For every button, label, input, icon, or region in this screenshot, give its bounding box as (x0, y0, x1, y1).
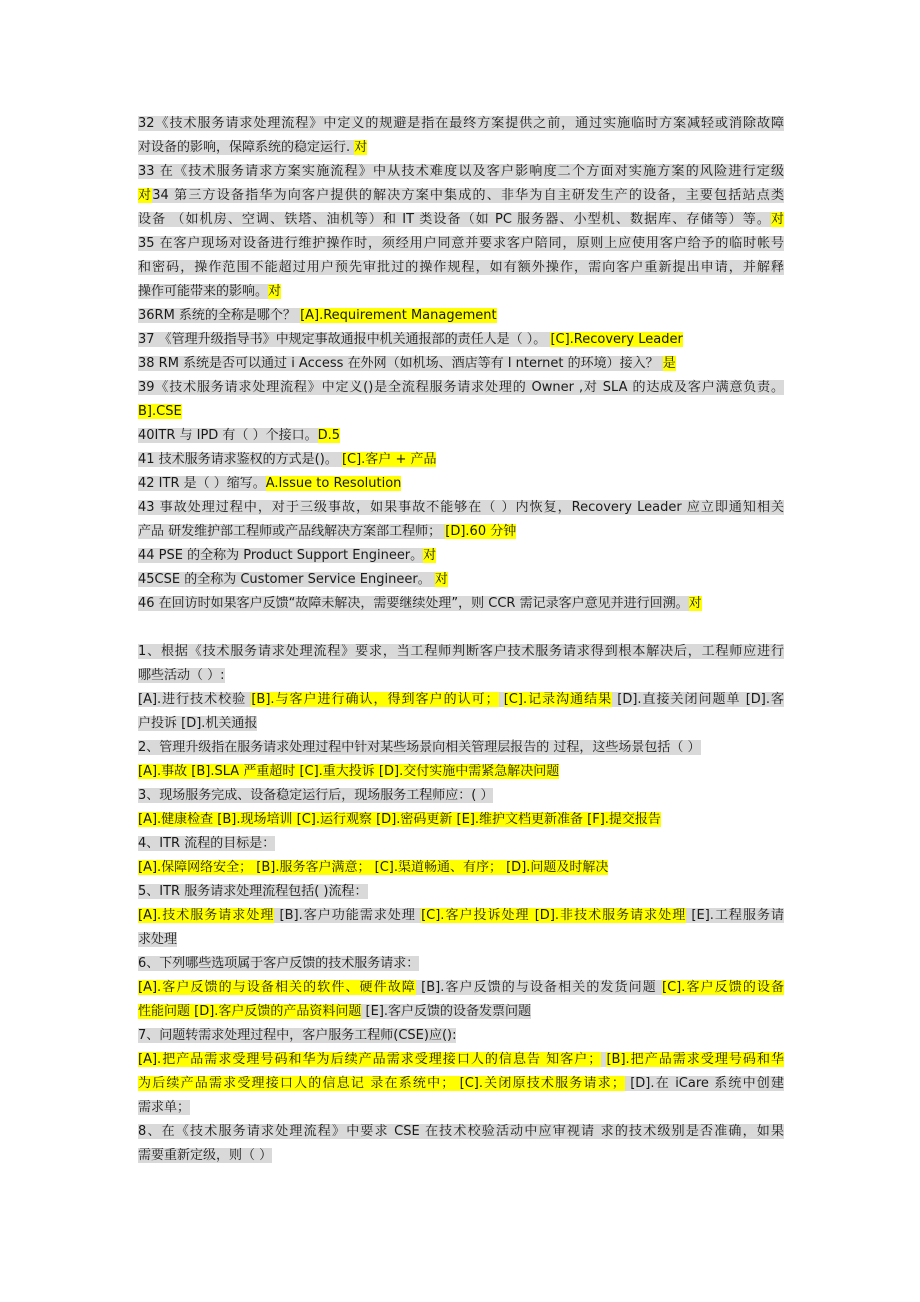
text-line (138, 592, 784, 616)
text-line (138, 856, 784, 880)
text-line (138, 928, 784, 952)
text-line (138, 328, 784, 352)
question-text: 和密码，操作范围不能超过用户预先审批过的操作规程，如有额外操作，需向客户重新提出申请，并解释 (138, 260, 784, 275)
answer-highlight: [A].技术服务请求处理 (138, 908, 275, 923)
question-text: 43 事故处理过程中，对于三级事故，如果事故不能够在（ ）内恢复，Recovery Leader 应立即通知相关 (138, 500, 784, 515)
answer-highlight: [B].把产品需求受理号码和华 (606, 1052, 784, 1067)
answer-highlight: 为后续产品需求受理接口人的信息记 录在系统中； [C].关闭原技术服务请求； (138, 1076, 625, 1091)
answer-highlight: [A].客户反馈的与设备相关的软件、硬件故障 (138, 980, 416, 995)
answer-highlight: 对 (354, 140, 368, 155)
question-text: 1、根据《技术服务请求处理流程》要求，当工程师判断客户技术服务请求得到根本解决后，工程师应进行 (138, 644, 784, 659)
text-line (138, 160, 784, 184)
question-text: 需求单； (138, 1100, 191, 1115)
question-text: [E].工程服务请 (686, 908, 785, 923)
question-text: 41 技术服务请求鉴权的方式是()。 (138, 452, 342, 467)
question-text: 32《技术服务请求处理流程》中定义的规避是指在最终方案提供之前，通过实施临时方案减轻或消除故障 (138, 116, 784, 131)
question-text: 设备 （如机房、空调、铁塔、油机等）和 IT 类设备（如 PC 服务器、小型机、数据库、存储等）等。 (138, 212, 771, 227)
text-line (138, 1144, 784, 1168)
text-line (138, 304, 784, 328)
answer-highlight: 对 (688, 596, 702, 611)
true-false-section (138, 112, 784, 616)
answer-highlight: [A].健康检查 [B].现场培训 [C].运行观察 [D].密码更新 [E].维护文档更新准备 [F].提交报告 (138, 812, 661, 827)
question-text: 34 第三方设备指华为向客户提供的解决方案中集成的、非华为自主研发生产的设备，主要包括站点类 (152, 188, 784, 203)
text-line (138, 640, 784, 664)
question-text: 46 在回访时如果客户反馈“故障未解决，需要继续处理”，则 CCR 需记录客户意见并进行回溯。 (138, 596, 689, 611)
answer-highlight: [A].保障网络安全； [B].服务客户满意； [C].渠道畅通、有序； [D].问题及时解决 (138, 860, 609, 875)
text-line (138, 424, 784, 448)
question-text: 45CSE 的全称为 Customer Service Engineer。 (138, 572, 435, 587)
question-text: 5、ITR 服务请求处理流程包括( )流程： (138, 884, 368, 899)
text-line (138, 376, 784, 400)
text-line (138, 208, 784, 232)
question-text: 7、问题转需求处理过程中，客户服务工程师(CSE)应(): (138, 1028, 457, 1043)
answer-highlight: 对 (434, 572, 448, 587)
answer-highlight: [D].60 分钟 (445, 524, 517, 539)
answer-highlight: 对 (423, 548, 437, 563)
question-text: 42 ITR 是（ ）缩写。 (138, 476, 266, 491)
text-line (138, 832, 784, 856)
text-line (138, 976, 784, 1000)
answer-highlight: 是 (662, 356, 676, 371)
question-text: 操作可能带来的影响。 (138, 284, 269, 299)
question-text: 需要重新定级，则（ ） (138, 1148, 273, 1163)
question-text: 6、下列哪些选项属于客户反馈的技术服务请求： (138, 956, 420, 971)
question-text (499, 692, 504, 707)
text-line (138, 1048, 784, 1072)
question-text: 3、现场服务完成、设备稳定运行后，现场服务工程师应：( ） (138, 788, 494, 803)
answer-highlight: D.5 (317, 428, 340, 443)
text-line (138, 280, 784, 304)
text-line (138, 184, 784, 208)
question-text: 39《技术服务请求处理流程》中定义()是全流程服务请求处理的 Owner ,对 SLA 的达成及客户满意负责。 (138, 380, 784, 395)
question-text: 对设备的影响，保障系统的稳定运行. (138, 140, 355, 155)
document-body (138, 112, 784, 1168)
text-line (138, 448, 784, 472)
question-text: 2、管理升级指在服务请求处理过程中针对某些场景向相关管理层报告的 过程，这些场景包括（ ） (138, 740, 701, 755)
text-line (138, 472, 784, 496)
text-line (138, 784, 784, 808)
question-text: [D].直接关闭问题单 [D].客 (612, 692, 784, 707)
text-line (138, 880, 784, 904)
text-line (138, 688, 784, 712)
text-line (138, 1000, 784, 1024)
answer-highlight: 对 (268, 284, 282, 299)
answer-highlight: A.Issue to Resolution (265, 476, 402, 491)
answer-highlight: B].CSE (138, 404, 182, 419)
question-text: [B].客户功能需求处理 (274, 908, 422, 923)
question-text: 38 RM 系统是否可以通过 i Access 在外网（如机场、酒店等有 I nternet 的环境）接入？ (138, 356, 663, 371)
question-text: [E].客户反馈的设备发票问题 (361, 1004, 532, 1019)
text-line (138, 112, 784, 136)
text-line (138, 136, 784, 160)
answer-highlight: [A].Requirement Management (300, 308, 497, 323)
answer-highlight: [C].Recovery Leader (550, 332, 683, 347)
text-line (138, 232, 784, 256)
question-text: 哪些活动（ ）: (138, 668, 225, 683)
question-text: [A].进行技术校验 (138, 692, 252, 707)
text-line (138, 568, 784, 592)
text-line (138, 808, 784, 832)
question-text: 求处理 (138, 932, 178, 947)
question-text: 36RM 系统的全称是哪个？ (138, 308, 301, 323)
text-line (138, 664, 784, 688)
text-line (138, 736, 784, 760)
question-text: 4、ITR 流程的目标是： (138, 836, 276, 851)
answer-highlight: [B].与客户进行确认，得到客户的认可； (251, 692, 499, 707)
text-line (138, 1120, 784, 1144)
text-line (138, 1072, 784, 1096)
question-text: 35 在客户现场对设备进行维护操作时，须经用户同意并要求客户陪同，原则上应使用客户给予的临时帐号 (138, 236, 784, 251)
text-line (138, 496, 784, 520)
question-text: 33 在《技术服务请求方案实施流程》中从技术难度以及客户影响度二个方面对实施方案的风险进行定级 (138, 164, 784, 179)
text-line (138, 904, 784, 928)
section-gap (138, 616, 784, 640)
question-text: 8、在《技术服务请求处理流程》中要求 CSE 在技术校验活动中应审视请 求的技术级别是否准确，如果 (138, 1124, 784, 1139)
question-text: 40ITR 与 IPD 有（ ）个接口。 (138, 428, 318, 443)
text-line (138, 712, 784, 736)
text-line (138, 352, 784, 376)
text-line (138, 760, 784, 784)
answer-highlight: 性能问题 [D].客户反馈的产品资料问题 (138, 1004, 362, 1019)
question-text: 37 《管理升级指导书》中规定事故通报中机关通报部的责任人是（ ）。 (138, 332, 551, 347)
answer-highlight: [A].把产品需求受理号码和华为后续产品需求受理接口人的信息告 知客户； (138, 1052, 602, 1067)
text-line (138, 520, 784, 544)
answer-highlight: [C].客户反馈的设备 (662, 980, 785, 995)
answer-highlight: [C].客户投诉处理 [D].非技术服务请求处理 (421, 908, 687, 923)
question-text: 产品 研发维护部工程师或产品线解决方案部工程师； (138, 524, 446, 539)
text-line (138, 1096, 784, 1120)
question-text: [B].客户反馈的与设备相关的发货问题 (415, 980, 663, 995)
question-text: 44 PSE 的全称为 Product Support Engineer。 (138, 548, 424, 563)
text-line (138, 400, 784, 424)
question-text: [D].在 iCare 系统中创建 (624, 1076, 784, 1091)
answer-highlight: 对 (138, 188, 153, 203)
answer-highlight: [C].客户 + 产品 (341, 452, 437, 467)
answer-highlight: [A].事故 [B].SLA 严重超时 [C].重大投诉 [D].交付实施中需紧急解决问题 (138, 764, 560, 779)
text-line (138, 1024, 784, 1048)
answer-highlight: 对 (770, 212, 784, 227)
text-line (138, 952, 784, 976)
question-text: 户投诉 [D].机关通报 (138, 716, 258, 731)
text-line (138, 544, 784, 568)
multiple-choice-section (138, 640, 784, 1168)
text-line (138, 256, 784, 280)
answer-highlight: [C].记录沟通结果 (503, 692, 613, 707)
